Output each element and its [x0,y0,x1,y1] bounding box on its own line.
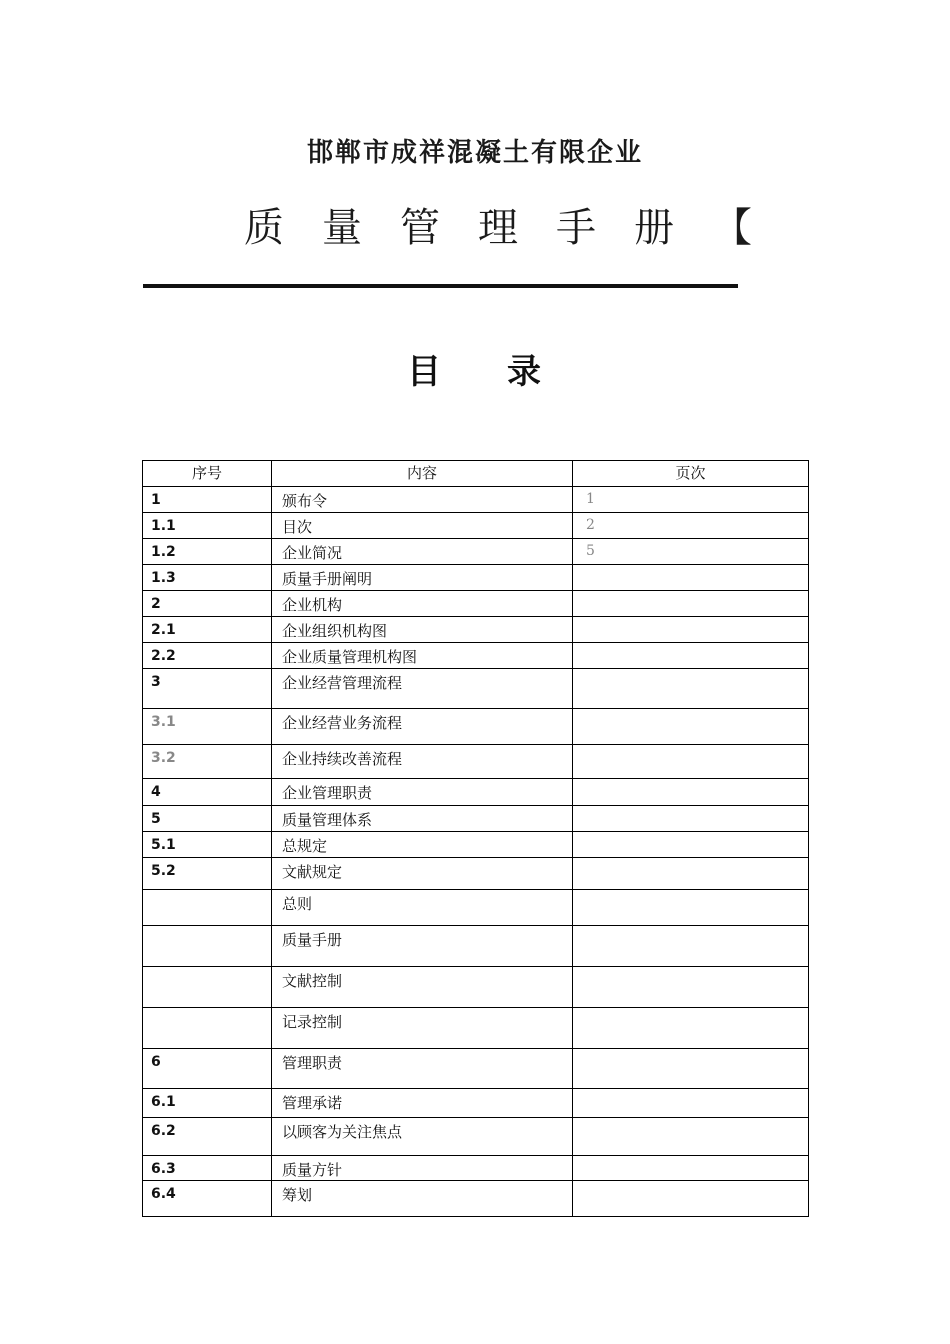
row-number: 2.1 [143,617,272,643]
row-number: 6.4 [143,1181,272,1217]
row-number [143,890,272,926]
table-row [143,565,809,591]
row-number: 6.3 [143,1156,272,1181]
row-content: 文献控制 [272,967,573,1008]
row-content: 企业管理职责 [272,779,573,806]
row-page: 1 [573,487,809,513]
table-row [143,1008,809,1049]
table-row [143,926,809,967]
table-row [143,617,809,643]
row-number: 2.2 [143,643,272,669]
table-row [143,1089,809,1118]
row-page [573,926,809,967]
row-number: 4 [143,779,272,806]
row-number: 1.2 [143,539,272,565]
row-number [143,967,272,1008]
row-content: 记录控制 [272,1008,573,1049]
toc-table [142,460,809,1217]
table-row [143,1156,809,1181]
row-content: 企业经营业务流程 [272,709,573,745]
row-page [573,709,809,745]
table-row [143,806,809,832]
table-row [143,669,809,709]
row-content: 企业简况 [272,539,573,565]
row-page [573,1089,809,1118]
table-row [143,745,809,779]
row-page [573,1049,809,1089]
row-number [143,926,272,967]
row-number [143,1008,272,1049]
table-row [143,779,809,806]
table-row [143,858,809,890]
row-number: 6.2 [143,1118,272,1156]
table-row [143,591,809,617]
col-header-no: 序号 [143,461,272,487]
row-number: 1.1 [143,513,272,539]
table-row [143,832,809,858]
row-number: 1 [143,487,272,513]
row-content: 目次 [272,513,573,539]
row-page [573,890,809,926]
table-row [143,1118,809,1156]
row-content: 以顾客为关注焦点 [272,1118,573,1156]
row-content: 企业经营管理流程 [272,669,573,709]
row-number: 6.1 [143,1089,272,1118]
row-page: 5 [573,539,809,565]
row-number: 5 [143,806,272,832]
table-row [143,1181,809,1217]
row-number: 3.2 [143,745,272,779]
company-name: 邯郸市成祥混凝土有限企业 [306,138,643,168]
row-content: 管理承诺 [272,1089,573,1118]
toc-header-row [143,461,809,487]
title-rule [143,284,738,288]
row-number: 3 [143,669,272,709]
table-row [143,513,809,539]
row-content: 企业组织机构图 [272,617,573,643]
row-content: 总规定 [272,832,573,858]
row-content: 企业质量管理机构图 [272,643,573,669]
row-content: 颁布令 [272,487,573,513]
col-header-content: 内容 [272,461,573,487]
row-number: 5.1 [143,832,272,858]
table-row [143,1049,809,1089]
row-page [573,643,809,669]
row-content: 质量管理体系 [272,806,573,832]
row-page [573,1181,809,1217]
row-page: 2 [573,513,809,539]
row-content: 文献规定 [272,858,573,890]
table-row [143,539,809,565]
row-number: 1.3 [143,565,272,591]
row-page [573,1118,809,1156]
row-content: 企业机构 [272,591,573,617]
row-page [573,669,809,709]
toc-title: 目录 [407,352,607,392]
row-page [573,745,809,779]
row-page [573,967,809,1008]
col-header-page: 页次 [573,461,809,487]
row-number: 6 [143,1049,272,1089]
row-page [573,1156,809,1181]
row-content: 企业持续改善流程 [272,745,573,779]
row-page [573,806,809,832]
table-row [143,709,809,745]
row-content: 质量方针 [272,1156,573,1181]
manual-title: 质量管理手册【 [244,205,790,251]
row-content: 总则 [272,890,573,926]
row-page [573,565,809,591]
row-number: 2 [143,591,272,617]
table-row [143,967,809,1008]
row-number: 3.1 [143,709,272,745]
table-row [143,487,809,513]
row-content: 质量手册 [272,926,573,967]
row-page [573,617,809,643]
table-row [143,890,809,926]
row-page [573,591,809,617]
row-page [573,858,809,890]
row-page [573,1008,809,1049]
table-row [143,643,809,669]
row-number: 5.2 [143,858,272,890]
row-content: 筹划 [272,1181,573,1217]
row-content: 质量手册阐明 [272,565,573,591]
row-page [573,832,809,858]
row-content: 管理职责 [272,1049,573,1089]
row-page [573,779,809,806]
